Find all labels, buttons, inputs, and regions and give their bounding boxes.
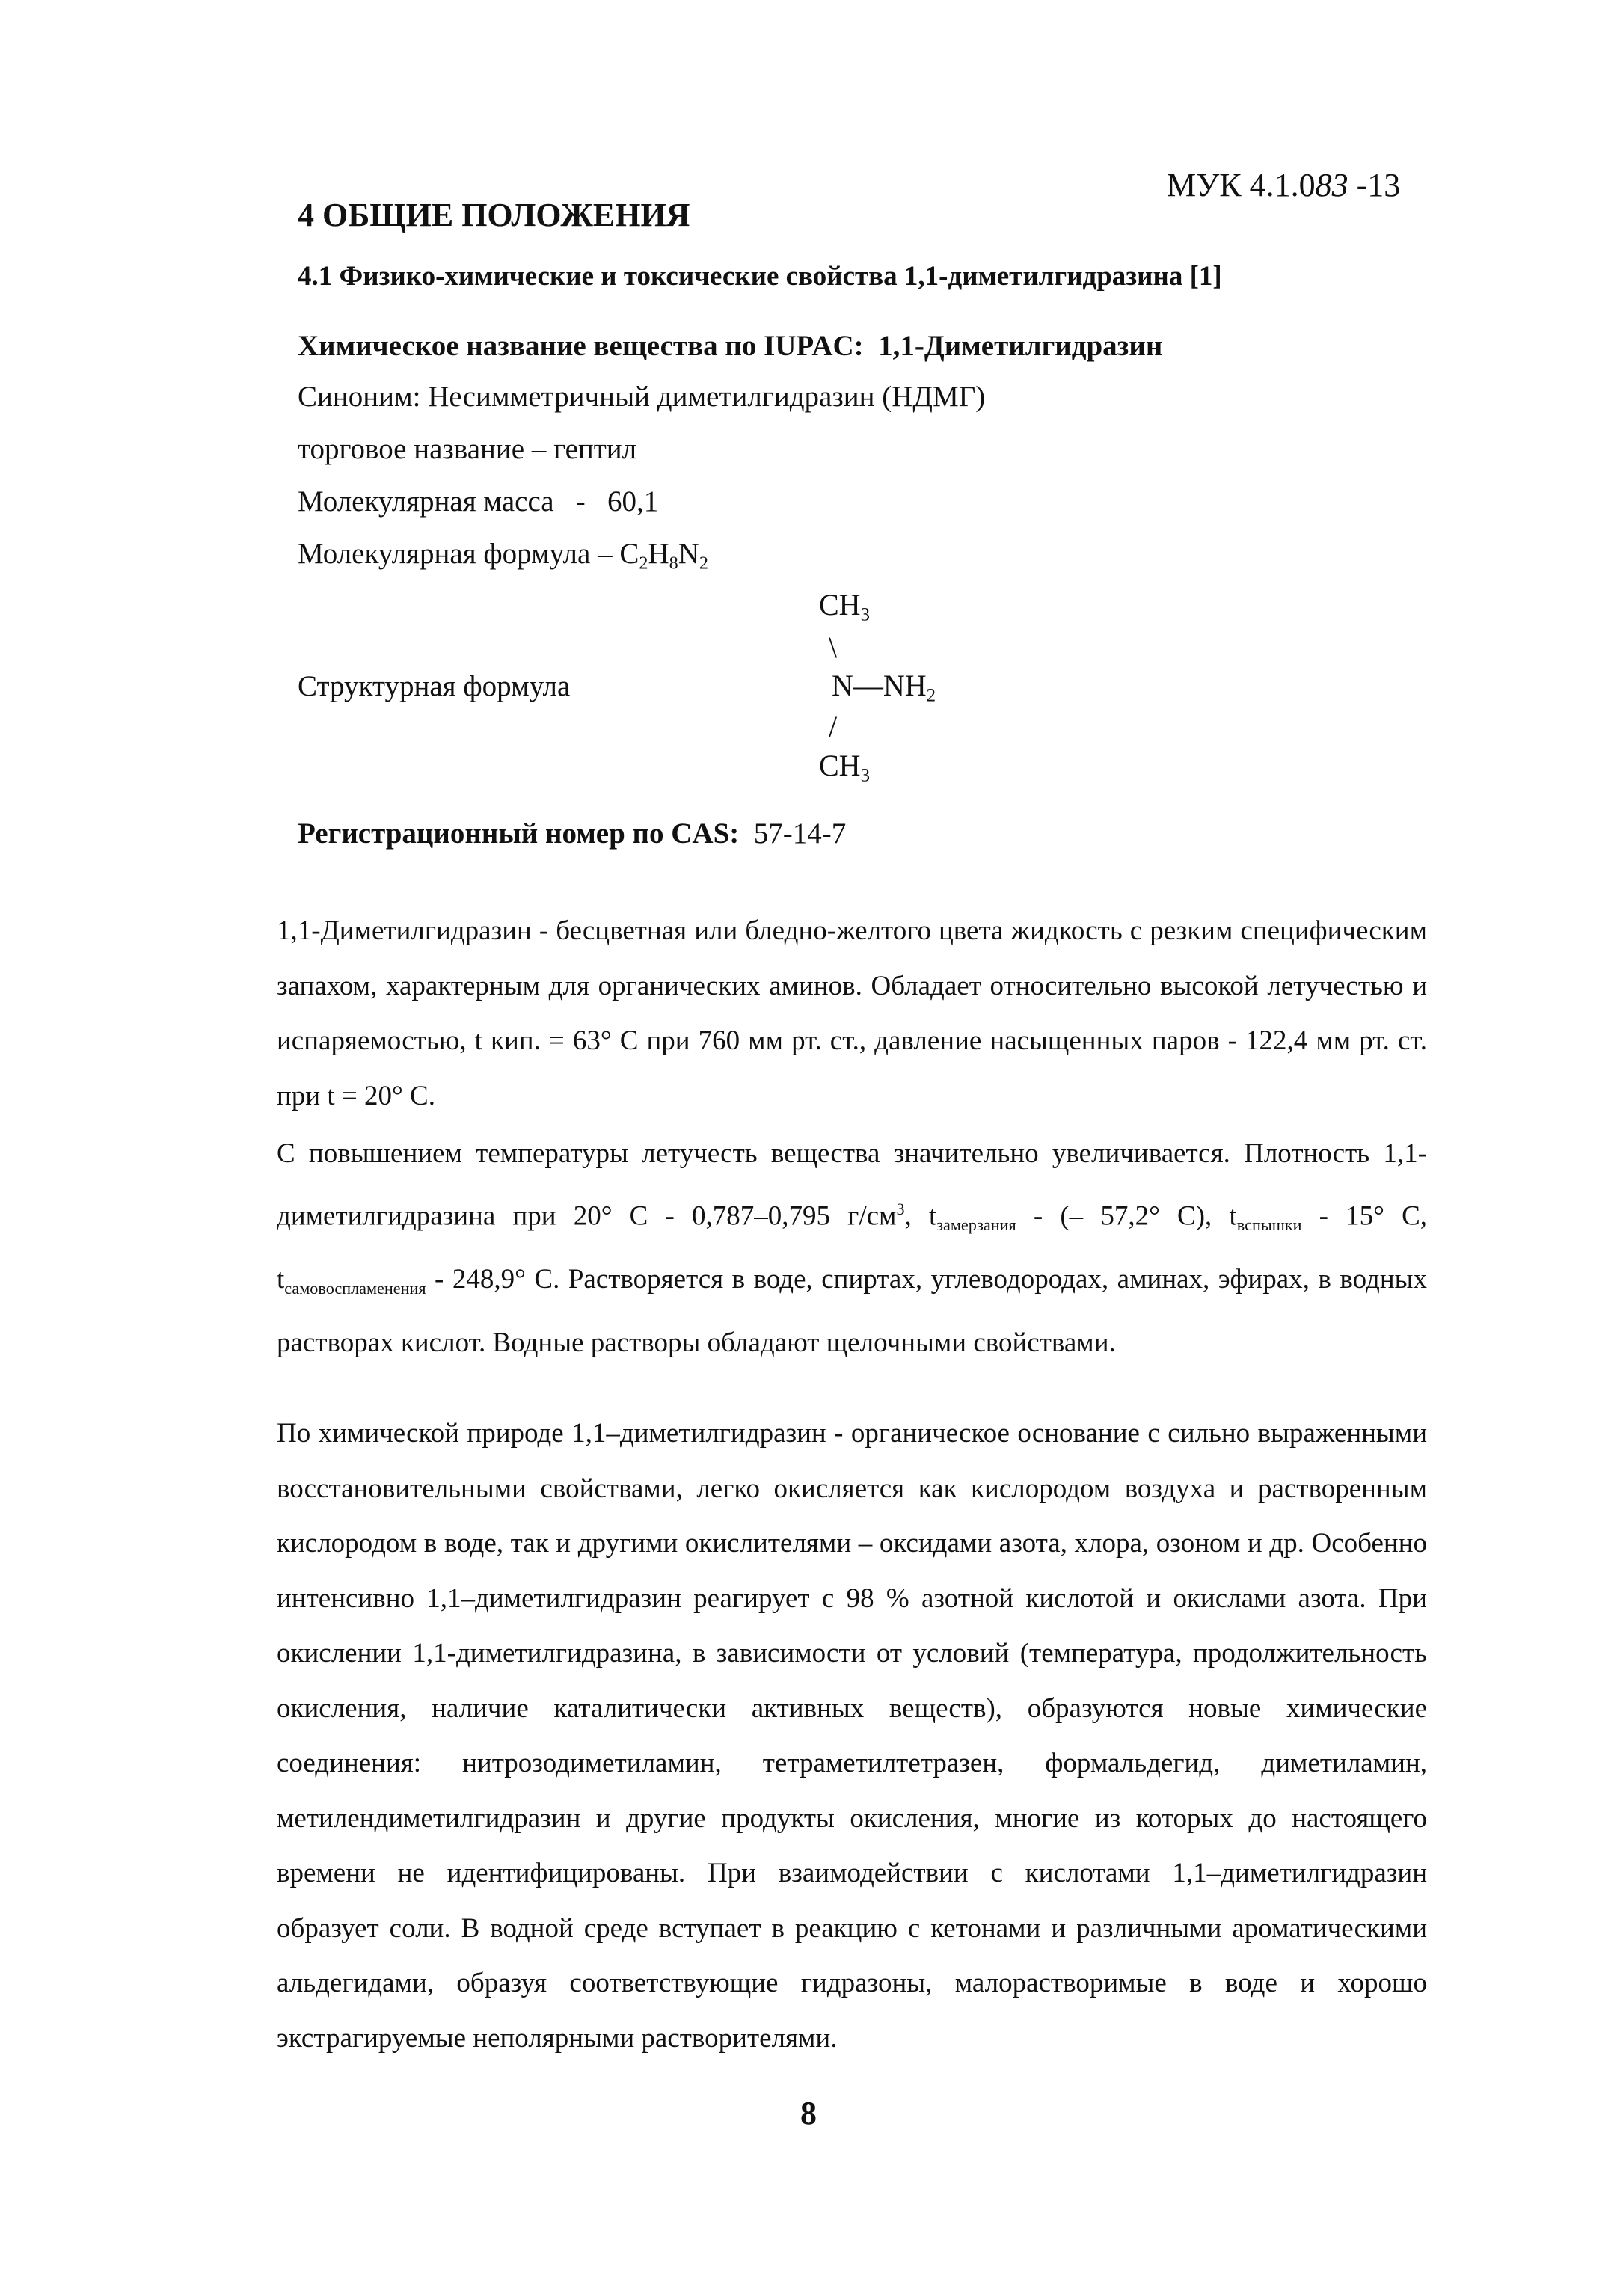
molecular-formula-line bbox=[298, 537, 708, 574]
section-subtitle: 4.1 Физико-химические и токсические свойства 1,1-диметилгидразина [1] bbox=[298, 261, 1222, 292]
paragraph-2-text-e: - 248,9° С. Растворяется в воде, спиртах, углеводородах, аминах, эфирах, в водных растворах кислот. Водные растворы обладают щелочными свойствами. bbox=[277, 1264, 1427, 1359]
cas-value: 57-14-7 bbox=[753, 817, 847, 850]
struct-bottom-ch: CH bbox=[819, 749, 861, 782]
document-code bbox=[1167, 166, 1400, 204]
paragraph-2 bbox=[277, 1126, 1427, 1371]
struct-bottom-count: 3 bbox=[860, 765, 870, 786]
formula-n-count: 2 bbox=[699, 553, 708, 574]
struct-mid-n: N—NH bbox=[832, 669, 927, 702]
formula-c-count: 2 bbox=[639, 553, 648, 574]
trade-name-line: торговое название – гептил bbox=[298, 433, 637, 465]
struct-top-group bbox=[819, 587, 870, 625]
synonym-label: Синоним: bbox=[298, 381, 421, 413]
iupac-label: Химическое название вещества по IUPAC: bbox=[298, 330, 864, 362]
paragraph-3 bbox=[277, 1406, 1427, 2066]
struct-label: Структурная формула bbox=[298, 670, 571, 702]
section-title: 4 ОБЩИЕ ПОЛОЖЕНИЯ bbox=[298, 197, 690, 233]
paragraph-2-sub-freezing: замерзания bbox=[936, 1215, 1016, 1234]
paragraph-2-text-d: - 15° С, t bbox=[277, 1200, 1428, 1295]
paragraph-2-sup: 3 bbox=[896, 1199, 905, 1218]
page-number: 8 bbox=[800, 2095, 817, 2131]
formula-c: C bbox=[619, 538, 639, 570]
struct-bond-lower: / bbox=[829, 710, 838, 743]
molecular-formula-label: Молекулярная формула – bbox=[298, 538, 613, 570]
molecular-mass-dash: - bbox=[575, 485, 586, 518]
paragraph-2-text-a: С повышением температуры летучесть вещества значительно увеличивается. Плотность 1,1-диметилгидразина при 20° С - 0,787–0,795 г/см bbox=[277, 1138, 1427, 1231]
struct-bottom-group bbox=[819, 748, 870, 786]
iupac-line bbox=[298, 329, 1162, 363]
paragraph-2-sub-autoignition: самовоспламенения bbox=[284, 1278, 426, 1298]
molecular-formula bbox=[619, 538, 708, 574]
paragraph-1 bbox=[277, 903, 1427, 1123]
struct-top-ch: CH bbox=[819, 588, 861, 621]
struct-top-count: 3 bbox=[860, 604, 870, 625]
struct-mid-group bbox=[832, 668, 936, 706]
document-code-suffix: -13 bbox=[1348, 167, 1401, 203]
document-code-prefix: МУК 4.1.0 bbox=[1167, 167, 1316, 203]
molecular-mass-value: 60,1 bbox=[607, 485, 659, 518]
cas-line bbox=[298, 817, 846, 850]
paragraph-2-sub-flash: вспышки bbox=[1236, 1215, 1302, 1234]
paragraph-3-text: По химической природе 1,1–диметилгидразин - органическое основание с сильно выраженными восстановительными свойствами, легко окисляется как кислородом воздуха и растворенным кислородом в воде, так и другими окислителями – оксидами азота, хлора, озоном и др. Особенно интенсивно 1,1–диметилгидразин реагирует с 98 % азотной кислотой и окислами азота. При окислении 1,1-диметилгидразина, в зависимости от условий (температура, продолжительность окисления, наличие каталитически активных веществ), образуются новые химические соединения: нитрозодиметиламин, тетраметилтетразен, формальдегид, диметиламин, метилендиметилгидразин и другие продукты окисления, многие из которых до настоящего времени не идентифицированы. При взаимодействии с кислотами 1,1–диметилгидразин образует соли. В водной среде вступает в реакцию с кетонами и различными ароматическими альдегидами, образуя соответствующие гидразоны, малорастворимые в воде и хорошо экстрагируемые неполярными растворителями. bbox=[277, 1418, 1427, 2054]
molecular-mass-line bbox=[298, 485, 658, 518]
paragraph-2-text-c: - (– 57,2° С), t bbox=[1016, 1200, 1237, 1231]
molecular-mass-label: Молекулярная масса bbox=[298, 485, 554, 518]
synonym-value: Несимметричный диметилгидразин (НДМГ) bbox=[428, 381, 986, 413]
iupac-value: 1,1-Диметилгидразин bbox=[878, 330, 1163, 362]
cas-label: Регистрационный номер по CAS: bbox=[298, 817, 740, 850]
formula-h: H bbox=[648, 538, 669, 570]
struct-mid-count: 2 bbox=[926, 685, 936, 706]
synonym-line bbox=[298, 380, 985, 414]
document-code-handwritten: 83 bbox=[1315, 167, 1348, 203]
formula-h-count: 8 bbox=[669, 553, 678, 574]
struct-bond-upper: \ bbox=[829, 630, 838, 664]
paragraph-2-text-b: , t bbox=[904, 1200, 937, 1231]
paragraph-1-text: 1,1-Диметилгидразин - бесцветная или бледно-желтого цвета жидкость с резким специфическим запахом, характерным для органических аминов. Обладает относительно высокой летучестью и испаряемостью, t кип. = 63° С при 760 мм рт. ст., давление насыщенных паров - 122,4 мм рт. ст. при t = 20° С. bbox=[277, 915, 1427, 1111]
formula-n: N bbox=[678, 538, 699, 570]
